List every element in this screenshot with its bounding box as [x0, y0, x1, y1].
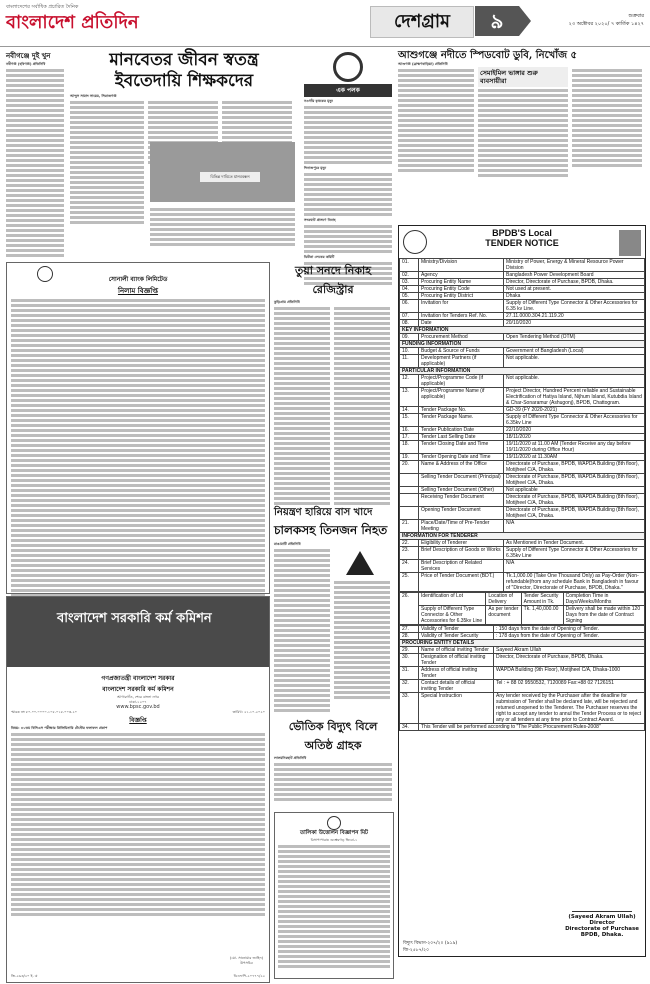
tender-row-basic: 01. Ministry/Division Ministry of Power, Energy & Mineral Resource Power Division: [400, 259, 645, 272]
main-story-byline: আব্দুস সামাদ সায়েম, সিরাজগঞ্জ: [70, 94, 117, 98]
tender-row-13: 13. Project/Programme Name (if applicable) Project Director, Hundred Percent reliable and Sustainable Electrification of Hatiya Island, Nijhum Island, Kutubdia Island & Char-Sonaramur (Ashugonj), BPDB, Chattogram.: [400, 388, 645, 407]
small-notice-body: [275, 845, 393, 968]
small-notice-title: তালিকা উত্তোলন বিজ্ঞাপন মিট: [299, 830, 369, 836]
tender-row-16: 16. Tender Publication Date 22/10/2020: [400, 427, 645, 434]
bpsc-banner-text: বাংলাদেশ সরকারি কর্ম কমিশন: [57, 611, 212, 626]
tuya-story: [274, 262, 392, 502]
bpsc-date: তারিখ: ২১.১০.২০২০: [232, 710, 265, 714]
bpsc-notice: [6, 596, 270, 983]
bus-title-2: চালকসহ তিনজন নিহত: [274, 523, 388, 537]
small-notice: [274, 812, 394, 979]
speedboat-byline: আশুগঞ্জ (ব্রাহ্মণবাড়িয়া) প্রতিনিধি: [398, 62, 448, 66]
tender-sign-name: (Sayeed Akram Ullah): [568, 914, 636, 920]
tender-footer-1: বিদ্যুৎ বিভাগ-২০৭/২০ (৯১৯): [403, 941, 458, 946]
tender-table-2: [399, 625, 645, 731]
bus-title-1: নিয়ন্ত্রণ হারিয়ে বাস খাদে: [274, 507, 373, 518]
header-date: [569, 12, 644, 28]
tender-footer: [403, 940, 457, 954]
tender-row-21: 21. Place/Date/Time of Pre-Tender Meeting N/A: [400, 520, 645, 533]
bus-body-col2: [334, 579, 390, 701]
tender-row-30: 30. Designation of official inviting Tender Director, Directorate of Purchase, BPDB, Dhaka.: [400, 654, 645, 667]
left-news-byline: নবীগঞ্জ (হবিগঞ্জ) প্রতিনিধি: [6, 62, 46, 66]
left-news-body: [6, 69, 64, 257]
ek-polok-item-1: নওগাঁয় কৃষকের মৃত্যু: [304, 99, 333, 103]
warning-sign-icon: [346, 551, 374, 575]
tender-lot-head: 26. Identification of Lot Location of Delivery Tender Security Amount in Tk. Completion Time in Days/Weeks/Months: [400, 593, 645, 606]
brick-story-body-col2: [572, 67, 642, 169]
masthead-tagline: বাংলাদেশের সর্বাধিক প্রচারিত দৈনিক: [6, 4, 79, 10]
main-story-title-2: ইবতেদায়ি শিক্ষকদের: [114, 71, 254, 91]
tender-row-34: 34. This Tender will be performed according to "The Public Procurement Rules-2008": [400, 724, 645, 731]
main-story-body: [70, 99, 144, 226]
speedboat-title: আশুগঞ্জে নদীতে স্পিডবোট ডুবি, নিখোঁজ ৫: [398, 50, 578, 61]
electric-body: [274, 763, 392, 801]
tender-row-24: 24. Brief Description of Related Services N/A: [400, 560, 645, 573]
bpsc-footer-left: জি-২৬৩/২০ ই. ঝ: [11, 974, 38, 978]
tender-row-27: 27. Validity of Tender : 150 days from the date of Opening of Tender.: [400, 626, 645, 633]
ek-polok-item-4: ঝিটকা লেকের কমিটি: [304, 255, 335, 259]
tender-section-tenderer: INFORMATION FOR TENDERER: [400, 533, 645, 540]
bpsc-memo: স্মারক নং ৮০.০০.০০০০.১০৫.০১৮.০০৩.২০: [11, 710, 77, 714]
tender-row-20e: Opening Tender Document Directorate of Purchase, BPDB, WAPDA Building (8th floor), Motijheel C/A, Dhaka.: [400, 507, 645, 520]
header-day: শুক্রবার: [628, 13, 644, 19]
tender-row-basic: 04. Procuring Entity Code Not used at present.: [400, 286, 645, 293]
bank-auction-notice: [6, 262, 270, 594]
bus-byline: রাঙামাটি প্রতিনিধি: [274, 542, 301, 546]
brick-story-body: [478, 89, 568, 177]
tuya-title-1: তুয়া সনদে নিকাহ: [295, 264, 371, 277]
tender-signature: [565, 901, 639, 938]
left-news-title: নবীগঞ্জে দুই খুন: [6, 51, 51, 60]
bpsc-signature: [230, 956, 263, 966]
tender-sign-title-1: Director: [589, 920, 615, 926]
bpsc-banner: [7, 597, 269, 667]
main-story-photo-banner: বিভিন্ন দাবিতে মানববন্ধন: [200, 172, 260, 182]
tender-row-basic: 05. Procuring Entity District Dhaka: [400, 293, 645, 300]
ek-polok-body-3: [304, 225, 392, 253]
bank-name: সোনালী ব্যাংক লিমিটেড: [108, 276, 168, 283]
section-title: দেশগ্রাম: [370, 6, 474, 38]
tender-row-12: 12. Project/Programme Code (if applicable) Not applicable.: [400, 375, 645, 388]
tender-section-entity: PROCURING ENTITY DETAILS: [400, 640, 645, 647]
bpsc-section: বিজ্ঞপ্তি: [129, 717, 147, 724]
page-number: ৯: [475, 6, 519, 36]
brick-story-title: সেমাইমিল ভাঙ্গার শুরু ব্যবসায়ীরা: [478, 67, 568, 87]
tuya-byline: কুড়িগ্রাম প্রতিনিধি: [274, 300, 300, 304]
tender-row-basic: 08. Date 20/10/2020: [400, 320, 645, 327]
ek-polok-item-3: সদরঘাট প্রাঙ্গণে বিবাহ: [304, 218, 336, 222]
bpsc-org: বাংলাদেশ সরকারি কর্ম কমিশন: [102, 686, 174, 693]
page-number-arrow: [519, 6, 531, 36]
ek-polok-body-2: [304, 173, 392, 216]
masthead-logo: বাংলাদেশ প্রতিদিন: [6, 12, 139, 33]
brick-story: [478, 67, 568, 179]
bank-logo: [37, 266, 53, 282]
ek-polok-body-1: [304, 106, 392, 164]
tender-row-basic: 07. Invitation for Tenders Ref. No. 27.11.0000.304.21.119.20: [400, 313, 645, 320]
ek-polok-column: [304, 50, 392, 259]
tender-table: [399, 258, 645, 592]
tender-row-22: 22. Eligibility of Tenderer As Mentioned in Tender Document.: [400, 540, 645, 547]
bank-notice-body: [7, 299, 269, 607]
tender-row-basic: 03. Procuring Entity Name Director, Directorate of Purchase, BPDB, Dhaka.: [400, 279, 645, 286]
main-story-title-1: মানবেতর জীবন স্বতন্ত্র: [109, 50, 259, 70]
left-news-column: [6, 50, 64, 255]
tender-row-15: 15. Tender Package Name. Supply of Different Type Connector & Other Accessories for 6.35kv Line: [400, 414, 645, 427]
ek-polok-item-2: দিনাজপুরে মৃত্যু: [304, 166, 327, 170]
bpsc-addr: আগারগাঁও, শেরে বাংলা নগর: [117, 695, 159, 699]
tender-row-09: 09. Procurement Method Open Tendering Method (OTM): [400, 334, 645, 341]
tender-row-18: 18. Tender Closing Date and Time 19/11/2020 at 11.00 AM (Tender Receive any day before 19/11/2020 during Office Hour): [400, 441, 645, 454]
tender-section-particular: PARTICULAR INFORMATION: [400, 368, 645, 375]
tender-row-19: 19. Tender Opening Date and Time 19/11/2020 at 11.30AM: [400, 454, 645, 461]
bus-body: [274, 547, 330, 714]
tender-row-31: 31. Address of official inviting Tender WAPDA Building (9th Floor), Motijheel C/A, Dhaka-1000: [400, 667, 645, 680]
tender-row-basic: 06. Invitation for Supply of Different Type Connector & Other Accessories for 6.35 kv Line.: [400, 300, 645, 313]
bpsc-gov: গণপ্রজাতন্ত্রী বাংলাদেশ সরকার: [101, 675, 175, 682]
bpsc-body: [7, 733, 269, 916]
tender-row-20: 20. Name & Address of the Office Directorate of Purchase, BPDB, WAPDA Building (8th floor), Motijheel C/A, Dhaka.: [400, 461, 645, 474]
bpdb-logo-icon: [403, 230, 427, 254]
tender-section-funding: FUNDING INFORMATION: [400, 341, 645, 348]
tender-sign-title-2: Directorate of Purchase: [565, 926, 639, 932]
tender-row-14: 14. Tender Package No. GD-39 (FY 2020-2021): [400, 407, 645, 414]
tender-row-11: 11. Development Partners (if applicable) Not applicable.: [400, 355, 645, 368]
bpsc-footer-right: ডিএফপি-২০৭৭৭/২২: [233, 974, 265, 978]
bpsc-footer: [11, 974, 265, 979]
bpsc-sign-name: (মো. সানোয়ার জাহিদ): [230, 956, 263, 960]
tender-lot-row: Supply of Different Type Connector & Other Accessories for 6.35kv Line As per tender document Tk. 1,40,000.00 Delivery shall be made within 120 Days from the date of Contract Signing: [400, 606, 645, 625]
tender-row-33: 33. Special Instruction Any tender received by the Purchaser after the deadline for submission of Tender shall be declared late, will be rejected and returned unopened to the Tenderer. The Purchaser reserves the right to accept any tender to annul the Tender Process or to reject any or all tenders at any time prior to Contract Award.: [400, 693, 645, 724]
signature-scribble: [572, 901, 632, 912]
bpsc-subject: বিষয়: ৪১তম বিসিএস পরীক্ষার প্রিলিমিনারি টেস্টের ফলাফল প্রকাশ: [11, 726, 108, 730]
tender-title-1: BPDB'S Local: [492, 228, 552, 238]
page-header: [0, 0, 650, 47]
speedboat-body: [398, 67, 474, 174]
tender-row-32: 32. Contact details of official inviting Tender Tel : + 88 02 9550532, 7120089 Fax:+88 02 7126151: [400, 680, 645, 693]
tuya-body-col2: [334, 305, 390, 507]
electric-title-2: অতিষ্ঠ গ্রাহক: [304, 739, 362, 752]
tender-row-28: 28. Validity of Tender Security : 178 days from the date of Opening of Tender.: [400, 633, 645, 640]
ek-polok-tag: এক পলক: [304, 84, 392, 97]
tender-row-20b: Selling Tender Document (Principal) Directorate of Purchase, BPDB, WAPDA Building (8th floor), Motijheel C/A, Dhaka.: [400, 474, 645, 487]
tender-section-key: KEY INFORMATION: [400, 327, 645, 334]
tender-row-20d: Receiving Tender Document Directorate of Purchase, BPDB, WAPDA Building (8th floor), Motijheel C/A, Dhaka.: [400, 494, 645, 507]
bpsc-web: www.bpsc.gov.bd: [116, 704, 160, 710]
tender-sign-title-3: BPDB, Dhaka.: [580, 932, 624, 938]
tender-row-basic: 02. Agency Bangladesh Power Development Board: [400, 272, 645, 279]
ek-polok-logo: [333, 52, 363, 82]
bpsc-sign-title: উপসচিব: [240, 961, 253, 965]
bpsc-city: ঢাকা-১২০৭: [129, 700, 147, 704]
bank-notice-type: নিলাম বিজ্ঞপ্তি: [117, 286, 159, 295]
tender-row-29: 29. Name of official inviting Tender Sayeed Akram Ullah: [400, 647, 645, 654]
tender-row-25: 25. Price of Tender Document (BDT.) Tk.1,000.00 (Take One Thousand Only) as Pay-Order (Non-refundable)from any schedule Bank in Bangladesh in favour of "Director, Directorate of Purchase, BPDB, Dhaka.": [400, 573, 645, 592]
small-notice-sub: বিসাপাপারাঃ গুম্ভেবগড় ভিবো-১: [310, 838, 358, 842]
tender-title-2: TENDER NOTICE: [485, 238, 559, 248]
tender-header: [399, 228, 645, 258]
tender-row-10: 10. Budget & Source of Funds Government of Bangladesh (Local): [400, 348, 645, 355]
electric-title-1: ভৌতিক বিদ্যুৎ বিলে: [288, 720, 378, 733]
main-story-photo: [150, 142, 295, 202]
tender-row-23: 23. Brief Description of Goods or Works Supply of Different Type Connector & Other Accessories for 6.35kv Line: [400, 547, 645, 560]
electric-story: [274, 718, 392, 808]
tender-row-20c: Selling Tender Document (Other) Not applicable: [400, 487, 645, 494]
speedboat-story: [398, 50, 644, 220]
small-notice-logo: [327, 816, 341, 830]
tender-footer-2: জি-২৫৮৭/২০: [403, 948, 429, 953]
tender-lot-table: [399, 592, 645, 625]
tuya-title-2: রেজিস্ট্রার: [312, 283, 354, 296]
header-date-line: ২৩ অক্টোবর ২০২০/ ৭ কার্তিক ১৪২৭: [568, 21, 644, 27]
tuya-body: [274, 305, 330, 507]
tender-row-17: 17. Tender Last Selling Date 18/11/2020: [400, 434, 645, 441]
main-story: [70, 50, 298, 255]
bus-story: [274, 505, 392, 715]
portrait-photo: [619, 230, 641, 256]
bpdb-tender-notice: [398, 225, 646, 957]
main-story-body-bottom: [150, 206, 295, 248]
electric-byline: লালমনিরহাট প্রতিনিধি: [274, 756, 307, 760]
